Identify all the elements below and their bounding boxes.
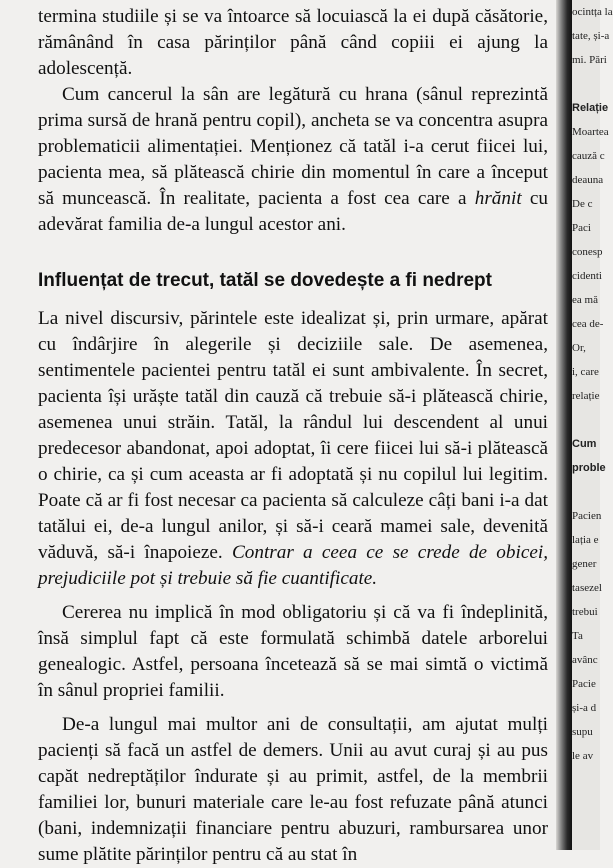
fragment-line: trebui (572, 606, 598, 618)
fragment-line: Or, (572, 342, 586, 354)
fragment-line: avânc (572, 654, 598, 666)
fragment-line: cidenti (572, 270, 602, 282)
page-text (38, 4, 548, 868)
fragment-line: Relație (572, 102, 609, 114)
paragraph-cererea: Cererea nu implică în mod obligatoriu și că va fi îndeplinită, însă simplul fapt că este formulată schimbă datele arborelui genealogic. Astfel, persoana încetează să se mai simtă o victimă în sânul propriei familii. (38, 602, 548, 701)
section-heading: Influențat de trecut, tatăl se dovedește a fi nedrept (38, 270, 492, 291)
paragraph-cancer-end: cu adevărat familia de-a lungul acestor ani. (38, 188, 548, 235)
paragraph-cancer (38, 82, 548, 238)
fragment-line: lația e (572, 534, 599, 546)
italic-word-hranit: hrănit (474, 188, 522, 209)
book-spine-shadow (556, 0, 572, 850)
fragment-line: gener (572, 558, 597, 570)
fragment-line (572, 408, 600, 432)
adjacent-page-fragment (572, 0, 613, 850)
fragment-line: Pacie (572, 678, 596, 690)
fragment-line (572, 72, 600, 96)
fragment-line: cea de- (572, 318, 604, 330)
fragment-line: Cum (572, 438, 597, 450)
paragraph-consultations: De-a lungul mai multor ani de consultații, am ajutat mulți pacienți să facă un astfel de demers. Unii au avut curaj și au pus capăt nedreptăților îndurate și au primit, astfel, de la membrii familiei lor, bunuri materiale care le-au fost refuzate până atunci (bani, indemnizații financiare pentru abuzuri, rambursarea unor sume plătite părinților pentru că au stat în (38, 714, 548, 865)
fragment-line: Moartea (572, 126, 609, 138)
fragment-line: deauna (572, 174, 604, 186)
fragment-line: ocintța la (572, 6, 613, 18)
paragraph-cancer-text: Cum cancerul la sân are legătură cu hrana (sânul reprezintă prima sursă de hrană pentru copil), ancheta se va concentra asupra problematicii alimentației. Menționez că tatăl i-a cerut fiicei lui, pacienta mea, să plătească chirie din momentul în care a început să muncească. În realitate, pacienta a fost cea care a (38, 84, 548, 209)
fragment-line: proble (572, 462, 606, 474)
fragment-line: și-a d (572, 702, 597, 714)
paragraph-continuation: termina studiile și se va întoarce să locuiască la ei după căsătorie, rămânând în casa părinților până când copiii ei ajung la adolescență. (38, 6, 548, 79)
fragment-line: i, care (572, 366, 599, 378)
fragment-line: cauză c (572, 150, 605, 162)
fragment-line: Paci (572, 222, 591, 234)
fragment-line: Pacien (572, 510, 602, 522)
fragment-line: le av (572, 750, 594, 762)
fragment-line: relație (572, 390, 600, 402)
paragraph-discursive-italic: Contrar a ceea ce se crede de obicei, prejudiciile pot și trebuie să fie cuantificate. (38, 542, 548, 589)
fragment-line (572, 480, 600, 504)
fragment-line: mi. Pări (572, 54, 607, 66)
fragment-line: De c (572, 198, 593, 210)
fragment-line: tasezel (572, 582, 602, 594)
paragraph-discursive-text: La nivel discursiv, părintele este idealizat și, prin urmare, apărat cu îndârjire în alegerile și deciziile sale. De asemenea, sentimentele pacientei pentru tatăl ei sunt ambivalente. În secret, pacienta își urăște tatăl din cauză că trebuie să-i plătească chirie, asemenea unui străin. Tatăl, la rândul lui descendent al unui predecesor abandonat, apoi adoptat, îi cere fiicei lui să-i plătească o chirie, ca și cum aceasta ar fi adoptată și nu copilul lui legitim. Poate că ar fi fost necesar ca pacienta să calculeze câți bani i-a dat tatălui ei, de-a lungul anilor, și să-i ceară mamei sale, devenită văduvă, să-i înapoieze. (38, 308, 548, 563)
fragment-line: Ta (572, 630, 583, 642)
fragment-line: tate, și-a (572, 30, 610, 42)
fragment-line: ea mă (572, 294, 598, 306)
fragment-line: conesp (572, 246, 603, 258)
fragment-line: supu (572, 726, 593, 738)
paragraph-discursive (38, 306, 548, 592)
